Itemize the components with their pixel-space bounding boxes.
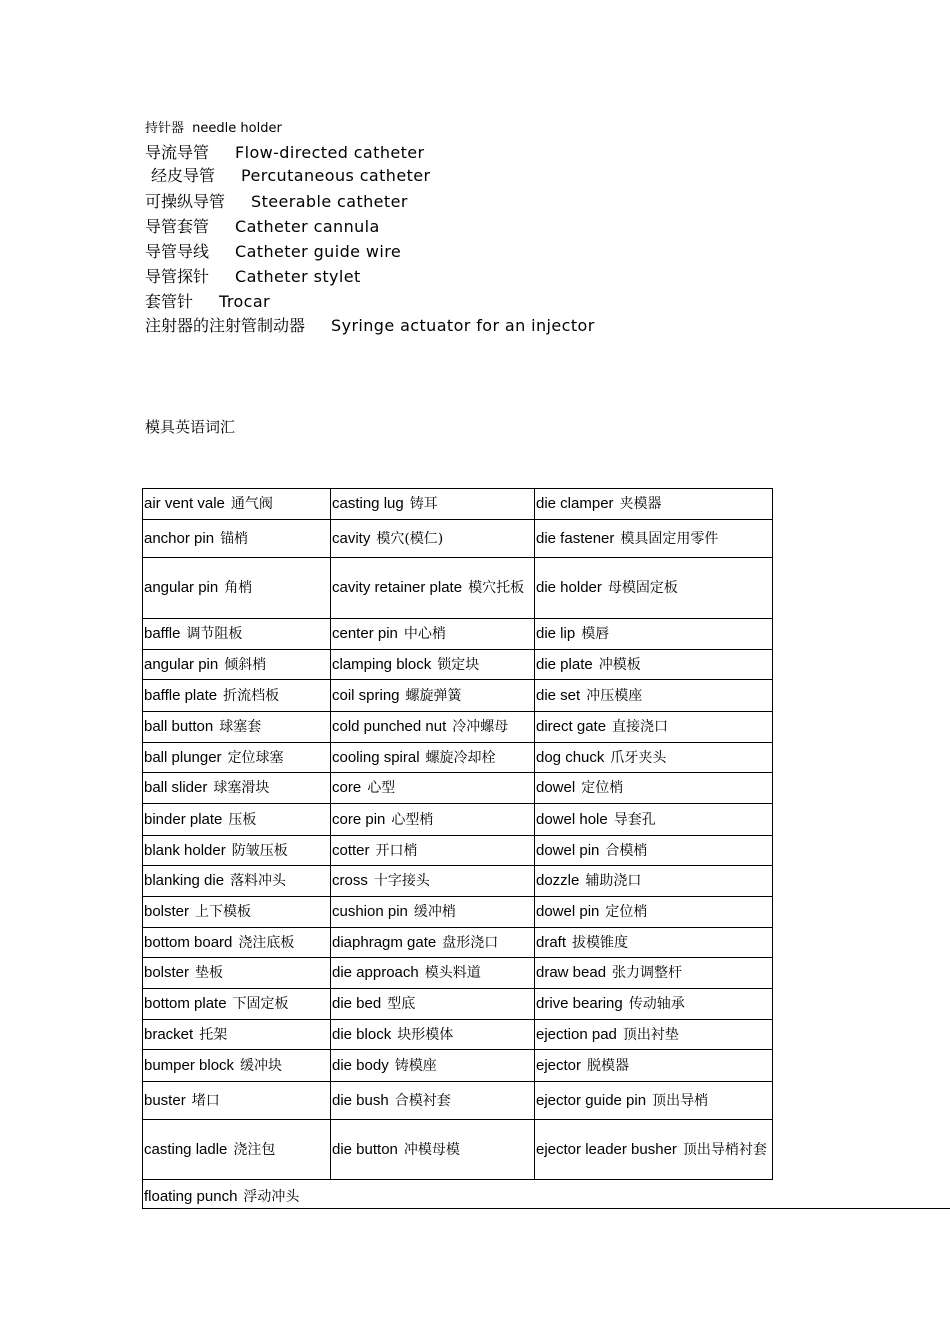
table-cell (535, 619, 773, 650)
table-cell (535, 836, 773, 866)
table-cell (143, 1020, 331, 1050)
table-cell (535, 897, 773, 928)
cell-zh: 冲模母模 (403, 1141, 460, 1158)
cell-zh: 冷冲螺母 (452, 719, 509, 735)
cell-zh: 块形模体 (397, 1026, 454, 1043)
cell-en: angular pin (144, 579, 219, 596)
table-cell (143, 680, 331, 712)
table-cell (331, 866, 535, 897)
table-row (143, 1120, 773, 1180)
cell-zh: 张力调整杆 (612, 965, 683, 981)
table-cell (331, 928, 535, 958)
table-cell (143, 958, 331, 989)
cell-zh: 模具固定用零件 (620, 530, 719, 547)
table-cell (143, 1120, 331, 1180)
cell-zh: 直接浇口 (612, 719, 669, 735)
cell-zh: 落料冲头 (230, 873, 287, 889)
table-cell (331, 1082, 535, 1120)
cell-en: center pin (332, 625, 398, 642)
cell-en: dog chuck (536, 748, 605, 766)
cell-zh: 托架 (199, 1026, 228, 1043)
cell-en: core (332, 779, 362, 796)
cell-zh: 缓冲梢 (413, 904, 456, 920)
cell-en: ejector (536, 1056, 582, 1074)
table-cell (331, 712, 535, 743)
cell-en: ejector leader busher (536, 1140, 677, 1158)
vocab-table-body (143, 489, 773, 1180)
table-cell (143, 989, 331, 1020)
table-cell (331, 958, 535, 989)
cell-en: dowel pin (536, 841, 600, 859)
cell-en: die approach (332, 964, 419, 981)
cell-zh: 角梢 (224, 580, 253, 596)
table-cell (331, 1050, 535, 1082)
cell-en: dowel (536, 779, 576, 796)
table-cell (143, 897, 331, 928)
cell-en: die clamper (536, 495, 614, 512)
cell-zh: 心型梢 (391, 811, 434, 828)
intro-small-en: needle holder (192, 121, 282, 136)
cell-zh: 辅助浇口 (585, 873, 642, 889)
table-cell (143, 866, 331, 897)
table-row (143, 804, 773, 836)
term-zh: 套管针 (145, 292, 194, 311)
term-zh: 导管导线 (145, 242, 210, 261)
cell-en: dozzle (536, 872, 580, 889)
table-cell (143, 712, 331, 743)
cell-zh: 中心梢 (403, 626, 446, 642)
cell-en: die holder (536, 579, 602, 596)
term-en: Trocar (219, 292, 271, 311)
cell-zh: 螺旋冷却栓 (425, 749, 496, 766)
cell-en: floating punch (144, 1188, 238, 1205)
cell-en: coil spring (332, 686, 400, 704)
intro-small-line (145, 120, 282, 138)
cell-en: cooling spiral (332, 748, 420, 766)
table-cell (143, 928, 331, 958)
cell-en: die fastener (536, 529, 615, 547)
table-row (143, 866, 773, 897)
cell-en: binder plate (144, 810, 223, 828)
table-cell (535, 520, 773, 558)
cell-zh: 调节阻板 (186, 626, 243, 642)
cell-en: direct gate (536, 718, 607, 735)
cell-zh: 防皱压板 (231, 842, 288, 859)
table-cell (143, 558, 331, 619)
term-line (145, 292, 270, 312)
cell-en: die bed (332, 995, 382, 1012)
table-cell (535, 773, 773, 804)
cell-zh: 压板 (228, 811, 257, 828)
table-cell (331, 1020, 535, 1050)
cell-en: diaphragm gate (332, 933, 437, 951)
cell-zh: 十字接头 (373, 873, 430, 889)
table-row (143, 650, 773, 680)
cell-zh: 开口梢 (375, 842, 418, 859)
cell-zh: 铸模座 (394, 1057, 437, 1074)
term-zh: 导流导管 (145, 143, 210, 162)
table-row (143, 897, 773, 928)
table-cell (143, 619, 331, 650)
cell-zh: 心型 (367, 780, 396, 796)
table-cell (331, 743, 535, 773)
table-row (143, 1082, 773, 1120)
table-row (143, 989, 773, 1020)
vocab-table (142, 488, 773, 1180)
cell-zh: 锁定块 (437, 656, 480, 673)
term-line (151, 166, 430, 186)
cell-zh: 拔模锥度 (572, 934, 629, 951)
table-cell (535, 989, 773, 1020)
cell-en: bottom plate (144, 995, 227, 1012)
cell-en: dowel hole (536, 810, 608, 828)
table-cell (331, 1120, 535, 1180)
table-cell (331, 989, 535, 1020)
cell-en: core pin (332, 810, 386, 828)
cell-zh: 折流档板 (223, 687, 280, 704)
cell-zh: 顶出导梢衬套 (682, 1141, 767, 1158)
cell-en: dowel pin (536, 903, 600, 920)
term-zh: 注射器的注射管制动器 (145, 316, 306, 335)
cell-en: cold punched nut (332, 718, 447, 735)
term-zh: 经皮导管 (151, 166, 216, 185)
cell-zh: 铸耳 (409, 496, 438, 512)
term-en: Flow-directed catheter (235, 143, 425, 162)
cell-zh: 浇注包 (233, 1141, 276, 1158)
table-cell (143, 836, 331, 866)
cell-en: anchor pin (144, 529, 215, 547)
cell-en: air vent vale (144, 495, 225, 512)
table-cell (535, 928, 773, 958)
term-line (145, 217, 380, 237)
table-row (143, 619, 773, 650)
cell-en: ball button (144, 718, 214, 735)
table-cell (535, 804, 773, 836)
table-cell (535, 1020, 773, 1050)
cell-en: die body (332, 1056, 389, 1074)
cell-zh: 倾斜梢 (224, 656, 267, 673)
table-row (143, 773, 773, 804)
term-en: Catheter cannula (235, 217, 380, 236)
cell-en: baffle plate (144, 686, 218, 704)
cell-zh: 锚梢 (220, 530, 249, 547)
cell-en: baffle (144, 625, 181, 642)
cell-en: die block (332, 1025, 392, 1043)
table-last-row (142, 1180, 950, 1209)
cell-zh: 定位梢 (605, 904, 648, 920)
table-row (143, 712, 773, 743)
cell-zh: 模头料道 (424, 965, 481, 981)
cell-zh: 浮动冲头 (243, 1189, 300, 1205)
table-cell (331, 897, 535, 928)
table-cell (331, 619, 535, 650)
cell-zh: 传动轴承 (628, 996, 685, 1012)
cell-en: ejection pad (536, 1025, 617, 1043)
cell-zh: 定位球塞 (227, 749, 284, 766)
term-line (145, 267, 361, 287)
table-cell (143, 520, 331, 558)
cell-zh: 导套孔 (613, 811, 656, 828)
cell-en: ball plunger (144, 748, 222, 766)
cell-en: die set (536, 686, 581, 704)
table-cell (535, 680, 773, 712)
table-row (143, 680, 773, 712)
table-cell (535, 1120, 773, 1180)
cell-en: bolster (144, 964, 190, 981)
table-cell (331, 836, 535, 866)
cell-en: cross (332, 872, 368, 889)
cell-zh: 通气阀 (230, 496, 273, 512)
table-row (143, 489, 773, 520)
term-line (145, 143, 425, 163)
term-en: Percutaneous catheter (241, 166, 431, 185)
cell-en: casting ladle (144, 1140, 228, 1158)
term-zh: 导管探针 (145, 267, 210, 286)
cell-zh: 模穴(模仁) (376, 530, 444, 547)
cell-en: ejector guide pin (536, 1091, 647, 1109)
table-cell (143, 1082, 331, 1120)
cell-en: angular pin (144, 655, 219, 673)
cell-en: cushion pin (332, 903, 408, 920)
term-en: Catheter stylet (235, 267, 361, 286)
cell-zh: 盘形浇口 (442, 934, 499, 951)
table-row (143, 958, 773, 989)
table-row (143, 558, 773, 619)
cell-en: cavity retainer plate (332, 579, 463, 596)
cell-en: clamping block (332, 655, 432, 673)
table-cell (331, 773, 535, 804)
cell-zh: 堵口 (191, 1092, 220, 1109)
term-en: Catheter guide wire (235, 242, 402, 261)
cell-zh: 合模衬套 (394, 1092, 451, 1109)
term-en: Steerable catheter (251, 192, 408, 211)
cell-zh: 螺旋弹簧 (405, 687, 462, 704)
table-cell (535, 1082, 773, 1120)
table-cell (331, 520, 535, 558)
table-cell (535, 743, 773, 773)
term-line (145, 316, 595, 336)
cell-zh: 模唇 (581, 626, 610, 642)
table-cell (535, 558, 773, 619)
table-row (143, 836, 773, 866)
table-cell (331, 650, 535, 680)
table-cell (535, 1050, 773, 1082)
table-cell (535, 650, 773, 680)
cell-zh: 定位梢 (581, 780, 624, 796)
cell-zh: 模穴托板 (468, 580, 525, 596)
intro-small-zh: 持针器 (145, 121, 185, 136)
table-row (143, 928, 773, 958)
cell-en: blanking die (144, 872, 225, 889)
cell-en: blank holder (144, 841, 226, 859)
table-cell (331, 680, 535, 712)
table-cell (143, 743, 331, 773)
cell-en: die button (332, 1140, 398, 1158)
cell-zh: 爪牙夹头 (610, 749, 667, 766)
cell-zh: 合模梢 (605, 842, 648, 859)
cell-en: buster (144, 1091, 186, 1109)
cell-en: draw bead (536, 964, 607, 981)
cell-en: bolster (144, 903, 190, 920)
cell-en: die lip (536, 625, 576, 642)
table-cell (331, 558, 535, 619)
cell-zh: 缓冲块 (240, 1057, 283, 1074)
cell-zh: 下固定板 (232, 996, 289, 1012)
section-title: 模具英语词汇 (145, 418, 236, 436)
table-cell (535, 489, 773, 520)
table-cell (331, 804, 535, 836)
cell-zh: 脱模器 (587, 1057, 630, 1074)
term-line (145, 242, 401, 262)
cell-en: die bush (332, 1091, 389, 1109)
table-row (143, 1050, 773, 1082)
cell-zh: 夹模器 (619, 496, 662, 512)
table-cell (331, 489, 535, 520)
cell-en: bracket (144, 1025, 194, 1043)
cell-zh: 球塞套 (219, 719, 262, 735)
cell-zh: 上下模板 (195, 904, 252, 920)
cell-zh: 顶出衬垫 (622, 1026, 679, 1043)
table-cell (143, 804, 331, 836)
term-zh: 导管套管 (145, 217, 210, 236)
cell-zh: 母模固定板 (607, 580, 678, 596)
table-cell (535, 866, 773, 897)
table-cell (535, 958, 773, 989)
term-en: Syringe actuator for an injector (331, 316, 595, 335)
cell-en: drive bearing (536, 995, 623, 1012)
cell-en: bottom board (144, 933, 233, 951)
table-row (143, 743, 773, 773)
cell-en: cavity (332, 529, 371, 547)
cell-en: ball slider (144, 779, 208, 796)
table-row (143, 520, 773, 558)
cell-zh: 型底 (387, 996, 416, 1012)
term-zh: 可操纵导管 (145, 192, 226, 211)
cell-en: cotter (332, 841, 370, 859)
cell-en: draft (536, 933, 567, 951)
cell-zh: 顶出导梢 (652, 1092, 709, 1109)
cell-zh: 冲模板 (598, 656, 641, 673)
cell-zh: 球塞滑块 (213, 780, 270, 796)
table-cell (143, 650, 331, 680)
cell-zh: 浇注底板 (238, 934, 295, 951)
term-line (145, 192, 408, 212)
cell-zh: 冲压模座 (586, 687, 643, 704)
cell-en: bumper block (144, 1056, 235, 1074)
table-cell (535, 712, 773, 743)
cell-en: die plate (536, 655, 593, 673)
table-cell (143, 773, 331, 804)
table-cell (143, 1050, 331, 1082)
table-cell (143, 489, 331, 520)
table-row (143, 1020, 773, 1050)
cell-zh: 垫板 (195, 965, 224, 981)
cell-en: casting lug (332, 495, 404, 512)
